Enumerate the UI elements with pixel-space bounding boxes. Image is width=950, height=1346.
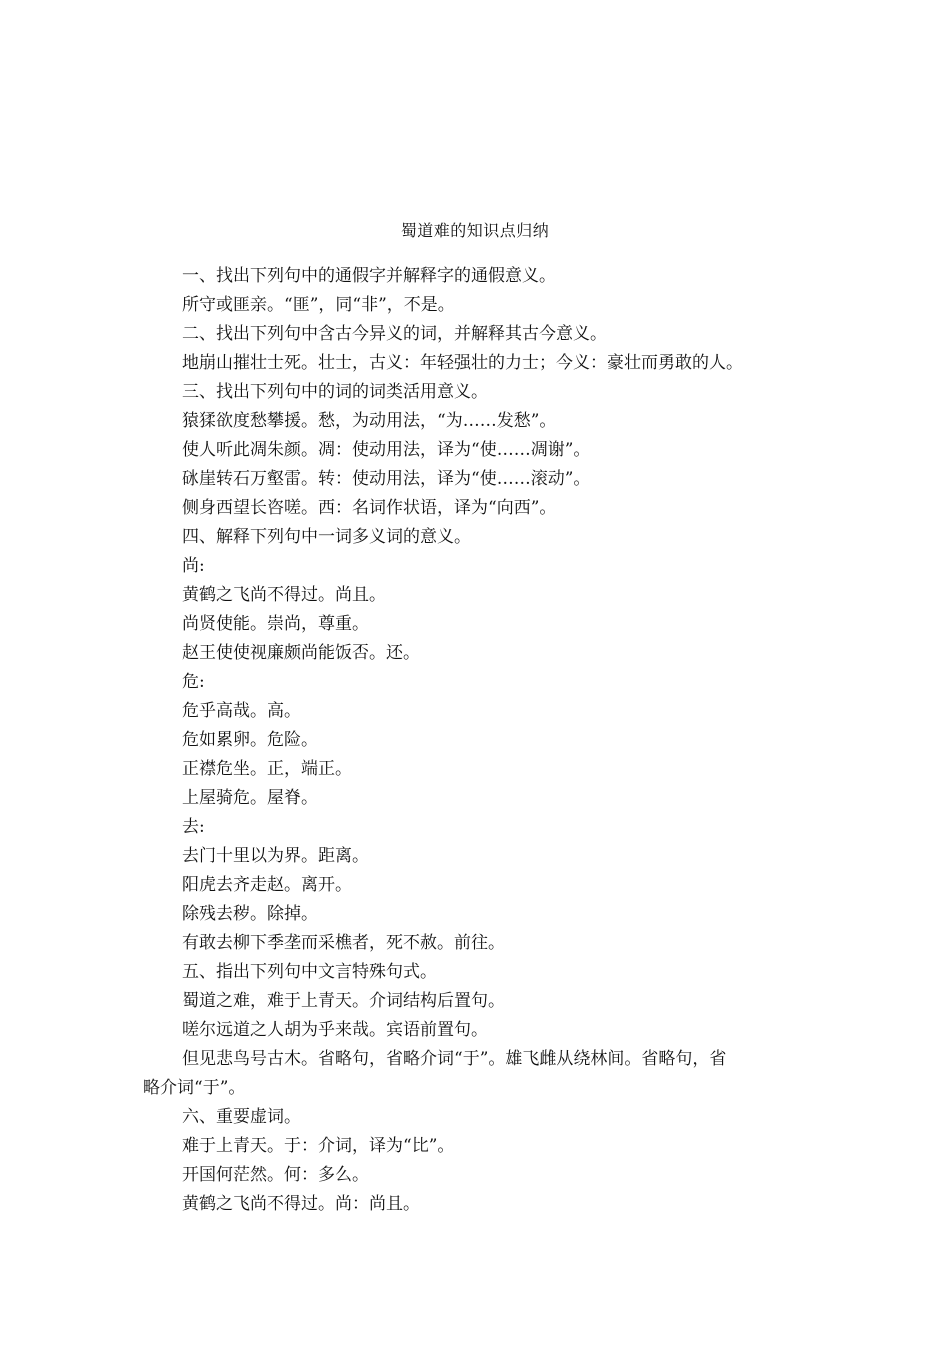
document-body — [143, 262, 783, 1219]
answer-line: 赵王使使视廉颇尚能饭否。还。 — [182, 643, 420, 663]
answer-line: 嗟尔远道之人胡为乎来哉。宾语前置句。 — [182, 1020, 488, 1040]
answer-line: 砯崖转石万壑雷。转：使动用法，译为“使……滚动”。 — [182, 469, 591, 489]
answer-line: 尚贤使能。崇尚，尊重。 — [182, 614, 369, 634]
answer-line: 正襟危坐。正，端正。 — [182, 759, 352, 779]
answer-line: 猿猱欲度愁攀援。愁，为动用法，“为……发愁”。 — [182, 411, 557, 431]
answer-line-continued: 略介词“于”。 — [143, 1078, 246, 1098]
answer-line: 有敢去柳下季垄而采樵者，死不赦。前往。 — [182, 933, 505, 953]
answer-line: 黄鹤之飞尚不得过。尚且。 — [182, 585, 386, 605]
answer-line: 去门十里以为界。距离。 — [182, 846, 369, 866]
section-heading-1: 一、找出下列句中的通假字并解释字的通假意义。 — [182, 266, 556, 286]
term-label: 尚: — [182, 556, 205, 576]
answer-line: 但见悲鸟号古木。省略句，省略介词“于”。雄飞雌从绕林间。省略句，省 — [182, 1049, 727, 1069]
answer-line: 危如累卵。危险。 — [182, 730, 318, 750]
section-heading-6: 六、重要虚词。 — [182, 1107, 301, 1127]
answer-line: 阳虎去齐走赵。离开。 — [182, 875, 352, 895]
answer-line: 除残去秽。除掉。 — [182, 904, 318, 924]
answer-line: 危乎高哉。高。 — [182, 701, 301, 721]
term-label: 危: — [182, 672, 205, 692]
answer-line: 所守或匪亲。“匪”，同“非”，不是。 — [182, 295, 455, 315]
section-heading-2: 二、找出下列句中含古今异义的词，并解释其古今意义。 — [182, 324, 607, 344]
answer-line: 上屋骑危。屋脊。 — [182, 788, 318, 808]
answer-line: 侧身西望长咨嗟。西：名词作状语，译为“向西”。 — [182, 498, 557, 518]
answer-line: 地崩山摧壮士死。壮士，古义：年轻强壮的力士；今义：豪壮而勇敢的人。 — [182, 353, 743, 373]
answer-line: 蜀道之难，难于上青天。介词结构后置句。 — [182, 991, 505, 1011]
answer-line: 开国何茫然。何：多么。 — [182, 1165, 369, 1185]
document-title: 蜀道难的知识点归纳 — [400, 221, 550, 240]
section-heading-4: 四、解释下列句中一词多义词的意义。 — [182, 527, 471, 547]
section-heading-3: 三、找出下列句中的词的词类活用意义。 — [182, 382, 488, 402]
section-heading-5: 五、指出下列句中文言特殊句式。 — [182, 962, 437, 982]
term-label: 去: — [182, 817, 205, 837]
answer-line: 使人听此凋朱颜。凋：使动用法，译为“使……凋谢”。 — [182, 440, 591, 460]
answer-line: 难于上青天。于：介词，译为“比”。 — [182, 1136, 455, 1156]
answer-line: 黄鹤之飞尚不得过。尚：尚且。 — [182, 1194, 420, 1214]
